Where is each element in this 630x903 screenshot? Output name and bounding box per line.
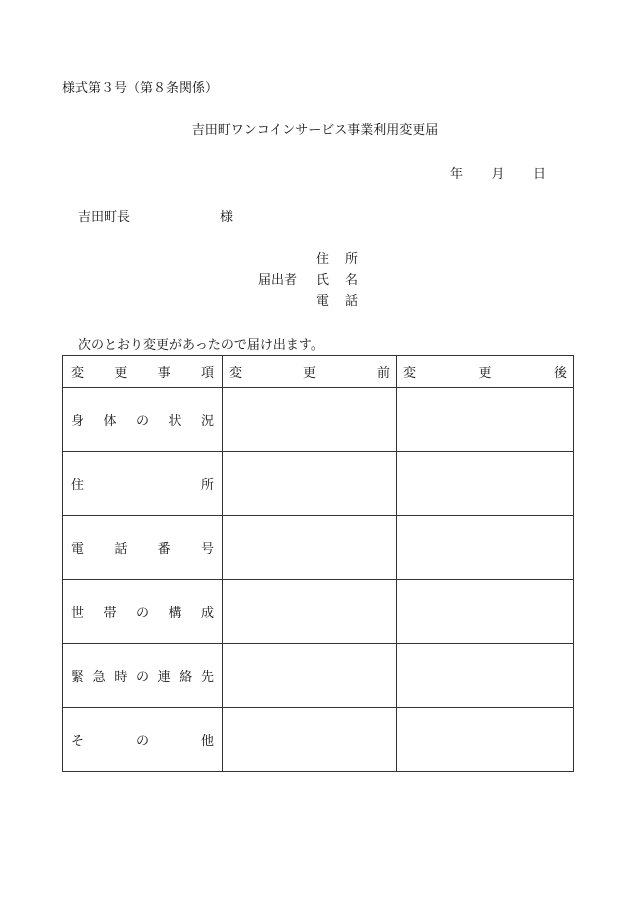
header-char: 後 <box>553 366 567 381</box>
applicant-block <box>258 253 378 313</box>
row-label <box>63 452 223 516</box>
label-char: 電 <box>71 542 85 557</box>
addressee-honorific: 様 <box>220 210 234 225</box>
label-char: 話 <box>114 542 128 557</box>
document-title: 吉田町ワンコインサービス事業利用変更届 <box>191 123 439 138</box>
label-char: の <box>135 414 149 429</box>
label-char: 構 <box>168 606 182 621</box>
table-row <box>63 516 574 580</box>
header-after <box>397 356 574 388</box>
form-number: 様式第３号（第８条関係） <box>62 81 219 96</box>
table-row <box>63 580 574 644</box>
header-char: 更 <box>302 366 316 381</box>
before-cell[interactable] <box>223 388 397 452</box>
header-char: 更 <box>478 366 492 381</box>
label-char: 体 <box>103 414 117 429</box>
date-year-label: 年 <box>450 167 464 182</box>
label-char: そ <box>71 734 85 749</box>
row-label <box>63 580 223 644</box>
after-cell[interactable] <box>397 388 574 452</box>
label-char: 番 <box>157 542 171 557</box>
phone-char: 電 <box>316 294 330 309</box>
after-cell[interactable] <box>397 580 574 644</box>
phone-char: 話 <box>344 294 358 309</box>
after-cell[interactable] <box>397 452 574 516</box>
header-char: 前 <box>376 366 390 381</box>
change-table <box>62 355 574 772</box>
applicant-name-label <box>316 274 358 287</box>
label-char: 号 <box>200 542 214 557</box>
after-cell[interactable] <box>397 644 574 708</box>
before-cell[interactable] <box>223 580 397 644</box>
name-char: 名 <box>344 273 358 288</box>
after-cell[interactable] <box>397 516 574 580</box>
address-char: 所 <box>344 252 358 267</box>
name-char: 氏 <box>316 273 330 288</box>
header-char: 変 <box>403 366 417 381</box>
before-cell[interactable] <box>223 516 397 580</box>
row-label <box>63 388 223 452</box>
label-char: 世 <box>71 606 85 621</box>
label-char: の <box>135 606 149 621</box>
header-char: 変 <box>71 366 85 381</box>
label-char: 連 <box>157 670 171 685</box>
label-char: 況 <box>200 414 214 429</box>
header-char: 事 <box>157 366 171 381</box>
address-char: 住 <box>316 252 330 267</box>
label-char: 所 <box>200 478 214 493</box>
label-char: 帯 <box>103 606 117 621</box>
header-char: 変 <box>229 366 243 381</box>
label-char: 絡 <box>179 670 193 685</box>
date-month-label: 月 <box>491 167 505 182</box>
table-row <box>63 452 574 516</box>
applicant-address-label <box>316 253 358 266</box>
label-char: の <box>135 734 149 749</box>
before-cell[interactable] <box>223 708 397 772</box>
label-char: 住 <box>71 478 85 493</box>
table-row <box>63 708 574 772</box>
row-label <box>63 708 223 772</box>
header-before <box>223 356 397 388</box>
label-char: 急 <box>92 670 106 685</box>
label-char: 成 <box>200 606 214 621</box>
applicant-role-label: 届出者 <box>258 273 298 288</box>
header-char: 更 <box>114 366 128 381</box>
table-row <box>63 388 574 452</box>
row-label <box>63 644 223 708</box>
row-label <box>63 516 223 580</box>
label-char: 時 <box>114 670 128 685</box>
addressee-name: 吉田町長 <box>78 210 131 225</box>
label-char: 身 <box>71 414 85 429</box>
header-item <box>63 356 223 388</box>
header-char: 項 <box>200 366 214 381</box>
label-char: の <box>135 670 149 685</box>
after-cell[interactable] <box>397 708 574 772</box>
before-cell[interactable] <box>223 452 397 516</box>
date-day-label: 日 <box>532 167 546 182</box>
before-cell[interactable] <box>223 644 397 708</box>
date-line <box>450 168 546 181</box>
label-char: 状 <box>168 414 182 429</box>
applicant-phone-label <box>316 295 358 308</box>
label-char: 緊 <box>71 670 85 685</box>
intro-text: 次のとおり変更があったので届け出ます。 <box>78 338 324 353</box>
table-header-row <box>63 356 574 388</box>
label-char: 他 <box>200 734 214 749</box>
label-char: 先 <box>200 670 214 685</box>
table-row <box>63 644 574 708</box>
addressee <box>78 210 234 225</box>
